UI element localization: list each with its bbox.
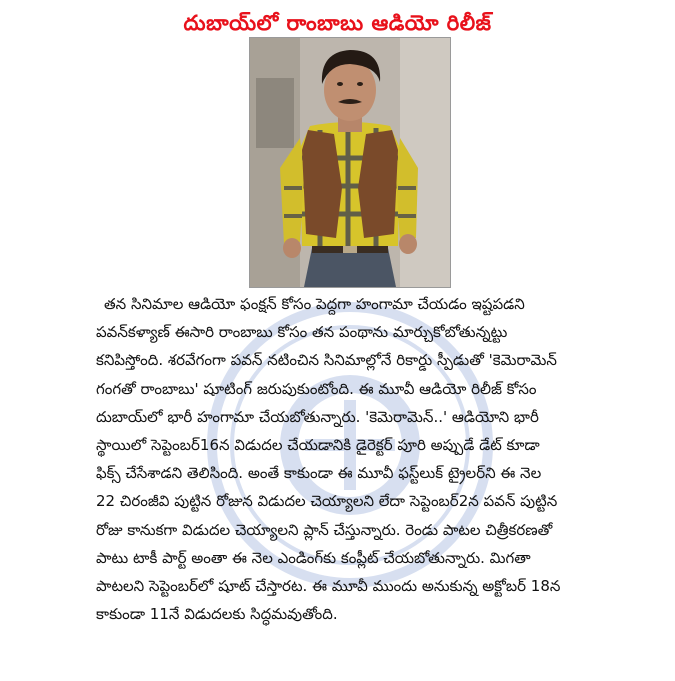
article-line: దుబాయ్‌లో భారీ హంగామా చేయబోతున్నారు. 'కెమెరామెన్..' ఆడియోని భారీ — [96, 407, 539, 426]
article-line: పాటు టాకీ పార్ట్ అంతా ఈ నెల ఎండింగ్‌కు కంప్లీట్ చేయబోతున్నారు. మిగతా — [96, 548, 531, 567]
person-photo — [249, 37, 451, 288]
headline: దుబాయ్‌లో రాంబాబు ఆడియో రిలీజ్ — [183, 11, 492, 35]
article-line: ఫిక్స్ చేసేశాడని తెలిసింది. అంతే కాకుండా ఈ మూవీ ఫస్ట్‌లుక్ ట్రైలర్‌ని ఈ నెల — [96, 464, 542, 483]
article-line: రోజు కానుకగా విడుదల చెయ్యాలని ప్లాన్ చేస్తున్నారు. రెండు పాటల చిత్రీకరణతో — [96, 520, 553, 539]
article-line: స్థాయిలో సెప్టెంబర్16న విడుదల చేయడానికి డైరెక్టర్ పూరి అప్పుడే డేట్ కూడా — [96, 436, 540, 455]
article-line: తన సినిమాల ఆడియో ఫంక్షన్ కోసం పెద్దగా హంగామా చేయడం ఇష్టపడని — [104, 295, 525, 313]
article-line: కనిపిస్తోంది. శరవేగంగా పవన్ నటించిన సినిమాల్లోనే రికార్డు స్పీడుతో 'కెమెరామెన్ — [96, 351, 557, 370]
article-line: కాకుండా 11నే విడుదలకు సిద్ధమవుతోంది. — [96, 605, 338, 624]
article-line: పాటలని సెప్టెంబర్‌లో షూట్ చేస్తారట. ఈ మూవీ ముందు అనుకున్న అక్టోబర్ 18న — [96, 577, 561, 596]
article-line: పవన్‌కళ్యాణ్ ఈసారి రాంబాబు కోసం తన పంథాను మార్చుకోబోతున్నట్టు — [96, 323, 508, 342]
article-line: గంగతో రాంబాబు' షూటింగ్ జరుపుకుంటోంది. ఈ మూవీ ఆడియో రిలీజ్ కోసం — [96, 379, 537, 398]
person-portrait-icon — [250, 38, 450, 287]
article-body — [96, 290, 596, 628]
article-line: 22 చిరంజీవి పుట్టిన రోజున విడుదల చెయ్యాలని లేదా సెప్టెంబర్2న పవన్ పుట్టిన — [96, 492, 558, 511]
